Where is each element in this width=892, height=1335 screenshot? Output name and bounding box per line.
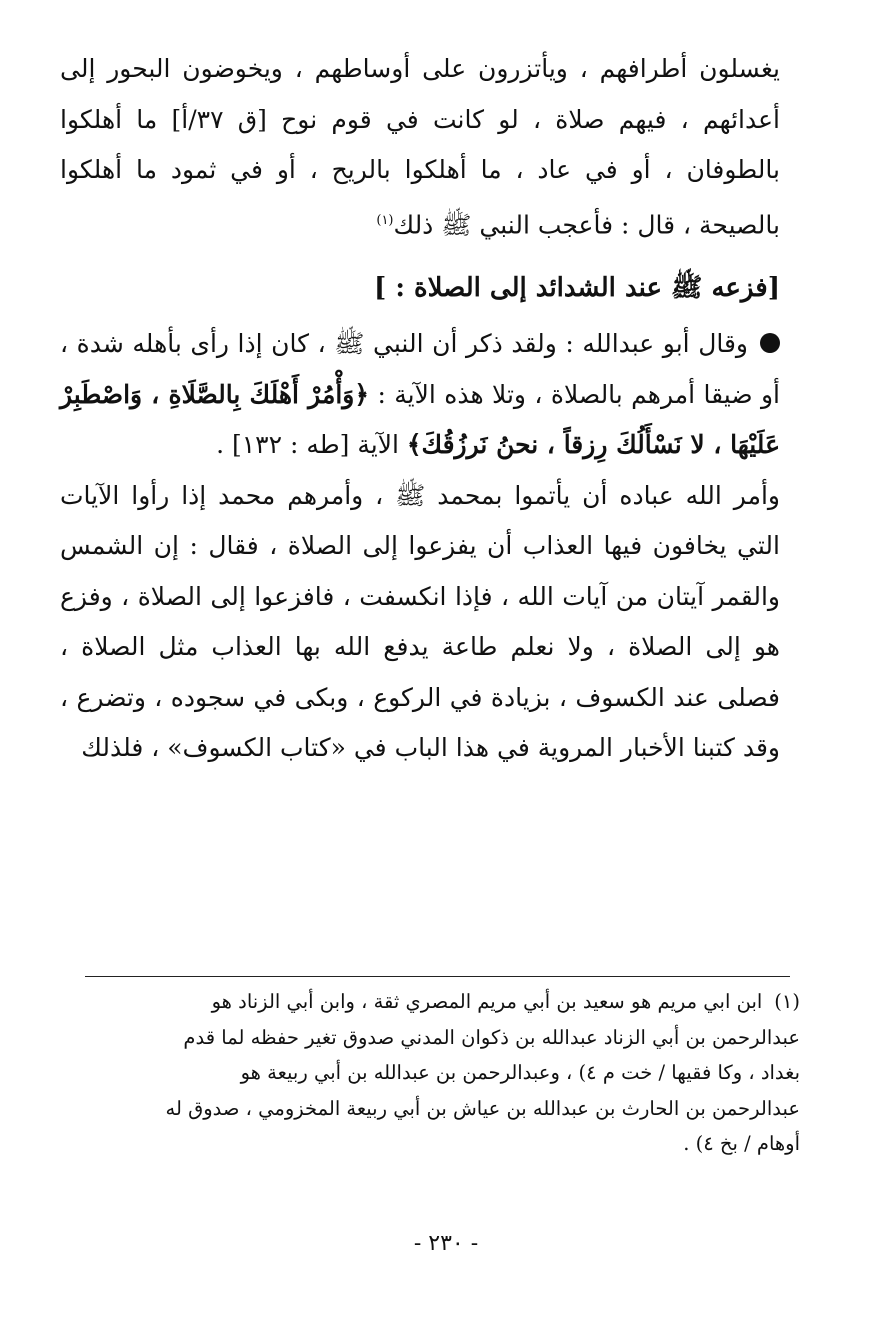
footnote-line-2: عبدالرحمن بن أبي الزناد عبدالله بن ذكوان المدني صدوق تغير حفظه لما قدم (183, 1025, 800, 1049)
footnote-line-1 (66, 984, 800, 1020)
bullet-icon (760, 333, 780, 353)
footnote-line-5: أوهام / بخ ٤) . (683, 1132, 800, 1155)
footnote-text: ابن ابي مريم هو سعيد بن أبي مريم المصري ثقة ، وابن أبي الزناد هو (211, 990, 763, 1013)
paragraph-1-text: يغسلون أطرافهم ، ويأتزرون على أوساطهم ، ويخوضون البحور إلى أعدائهم ، فيهم صلاة ، لو كانت في قوم نوح [ق ٣٧/أ] ما أهلكوا بالطوفان ، أو في عاد ، ما أهلكوا بالريح ، أو في ثمود ما أهلكوا بالصيحة ، قال : فأعجب النبي ﷺ ذلك (60, 54, 780, 239)
footnote-line-3: بغداد ، وكا فقيها / خت م ٤) ، وعبدالرحمن بن عبدالله بن أبي ربيعة هو (240, 1061, 800, 1084)
footnote-divider (85, 976, 790, 977)
footnote-reference: (١) (376, 212, 394, 228)
footnote-line-4: عبدالرحمن بن الحارث بن عبدالله بن عياش بن أبي ربيعة المخزومي ، صدوق له (165, 1096, 800, 1120)
page-number: - ٢٣٠ - (413, 1231, 479, 1256)
paragraph-1 (60, 44, 780, 250)
paragraph-2 (60, 319, 780, 471)
quran-verse: ﴿وَأْمُرْ أَهْلَكَ بِالصَّلَاةِ ، وَاصْطَبِرْ عَلَيْهَا ، لا نَسْأَلُكَ رِزقاً ، نحنُ نَرزُقُكَ﴾ (60, 379, 780, 460)
paragraph-3: وأمر الله عباده أن يأتموا بمحمد ﷺ ، وأمرهم محمد إذا رأوا الآيات التي يخافون فيها العذاب أن يفزعوا إلى الصلاة ، فقال : إن الشمس والقمر آيتان من آيات الله ، فإذا انكسفت ، فافزعوا إلى الصلاة ، وفزع هو إلى الصلاة ، ولا نعلم طاعة يدفع الله بها العذاب مثل الصلاة ، فصلى عند الكسوف ، بزيادة في الركوع ، وبكى في سجوده ، وتضرع ، وقد كتبنا الأخبار المروية في هذا الباب في «كتاب الكسوف» ، فلذلك (60, 480, 780, 763)
main-text (60, 44, 780, 774)
page-body (60, 44, 780, 774)
footnote-marker: (١) (774, 990, 800, 1013)
verse-reference: الآية [طه : ١٣٢] . (216, 430, 399, 460)
footnotes (66, 984, 800, 1162)
section-heading: [فزعه ﷺ عند الشدائد إلى الصلاة : ] (374, 273, 780, 304)
paragraph-2-intro: وقال أبو عبدالله : ولقد ذكر أن النبي ﷺ ، كان إذا رأى بأهله شدة ، أو ضيقا أمرهم بالصلاة ، وتلا هذه الآية : (60, 329, 780, 409)
